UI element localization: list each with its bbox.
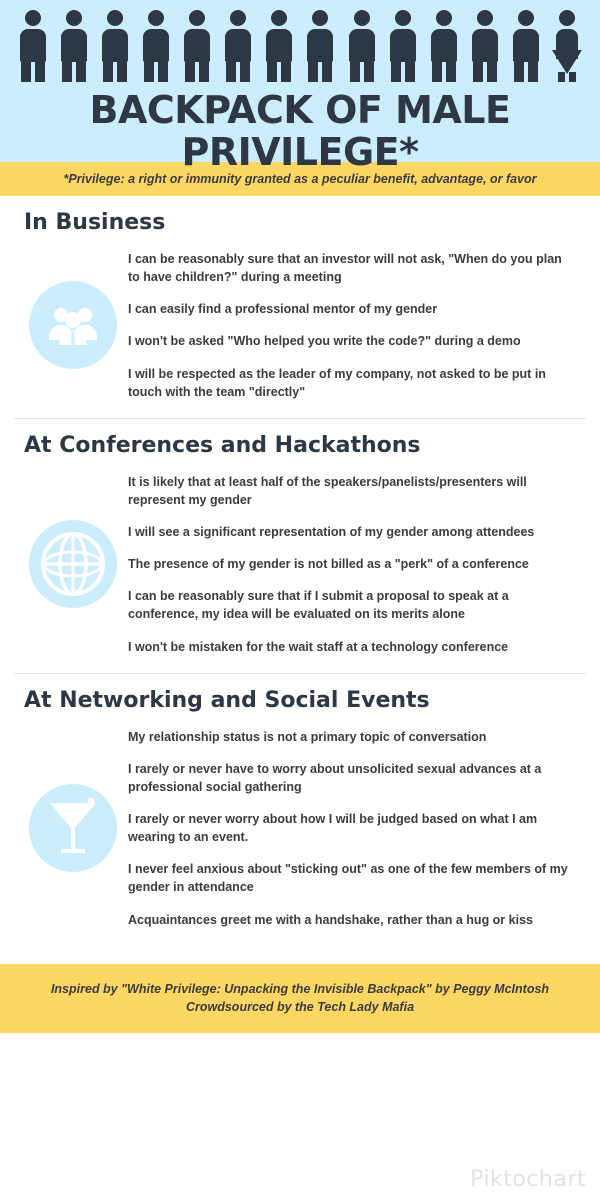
male-figure-icon [386,10,420,82]
male-figure-icon [262,10,296,82]
privilege-list [128,243,582,408]
list-item: I never feel anxious about "sticking out" as one of the few members of my gender in attendance [128,862,568,895]
piktochart-watermark: Piktochart [470,1167,586,1192]
male-figure-icon [57,10,91,82]
male-figure-icon [345,10,379,82]
list-item: Acquaintances greet me with a handshake, rather than a hug or kiss [128,912,533,927]
footer-line-1: Inspired by "White Privilege: Unpacking the Invisible Backpack" by Peggy McIntosh [50,981,550,996]
people-figure-row [0,0,600,82]
male-figure-icon [139,10,173,82]
male-figure-icon [509,10,543,82]
male-figure-icon [16,10,50,82]
list-item: I can be reasonably sure that if I submit a proposal to speak at a conference, my idea will be evaluated on its merits alone [128,589,509,622]
list-item: It is likely that at least half of the speakers/panelists/presenters will represent my gender [128,474,527,507]
definition-bar: *Privilege: a right or immunity granted as a peculiar benefit, advantage, or favor [0,162,600,196]
list-item: The presence of my gender is not billed as a "perk" of a conference [128,557,529,572]
male-figure-icon [221,10,255,82]
list-item: I rarely or never have to worry about unsolicited sexual advances at a professional social gathering [128,761,542,794]
list-item: I will be respected as the leader of my company, not asked to be put in touch with the team "directly" [128,366,546,399]
page-title: BACKPACK OF MALE PRIVILEGE* [89,88,511,174]
privilege-list [128,721,582,936]
section-title: At Conferences and Hackathons [24,432,421,458]
cocktail-glass-icon [29,784,117,872]
male-figure-icon [98,10,132,82]
list-item: I won't be mistaken for the wait staff at a technology conference [128,639,509,654]
privilege-list [128,466,582,663]
section-icon-wrap [18,520,128,608]
section-in-business [0,196,600,418]
list-item: I can easily find a professional mentor of my gender [128,302,438,317]
section-conferences-hackathons [0,419,600,673]
list-item: I rarely or never worry about how I will be judged based on what I am wearing to an event. [128,812,538,845]
footer-line-2: Crowdsourced by the Tech Lady Mafia [185,1000,415,1015]
male-figure-icon [468,10,502,82]
footer-spacer [0,946,600,964]
section-networking-social [0,674,600,946]
header [0,0,600,174]
list-item: I can be reasonably sure that an investor will not ask, "When do you plan to have children?" during a meeting [128,252,562,285]
male-figure-icon [180,10,214,82]
section-icon-wrap [18,281,128,369]
female-figure-icon [550,10,584,82]
list-item: I won't be asked "Who helped you write the code?" during a demo [128,334,521,349]
male-figure-icon [427,10,461,82]
list-item: I will see a significant representation of my gender among attendees [128,525,535,539]
globe-icon [29,520,117,608]
section-title: In Business [24,210,166,235]
male-figure-icon [303,10,337,82]
list-item: My relationship status is not a primary topic of conversation [128,729,487,744]
footer-credits [0,964,600,1034]
section-title: At Networking and Social Events [24,687,430,713]
people-group-icon [29,281,117,369]
section-icon-wrap [18,784,128,872]
